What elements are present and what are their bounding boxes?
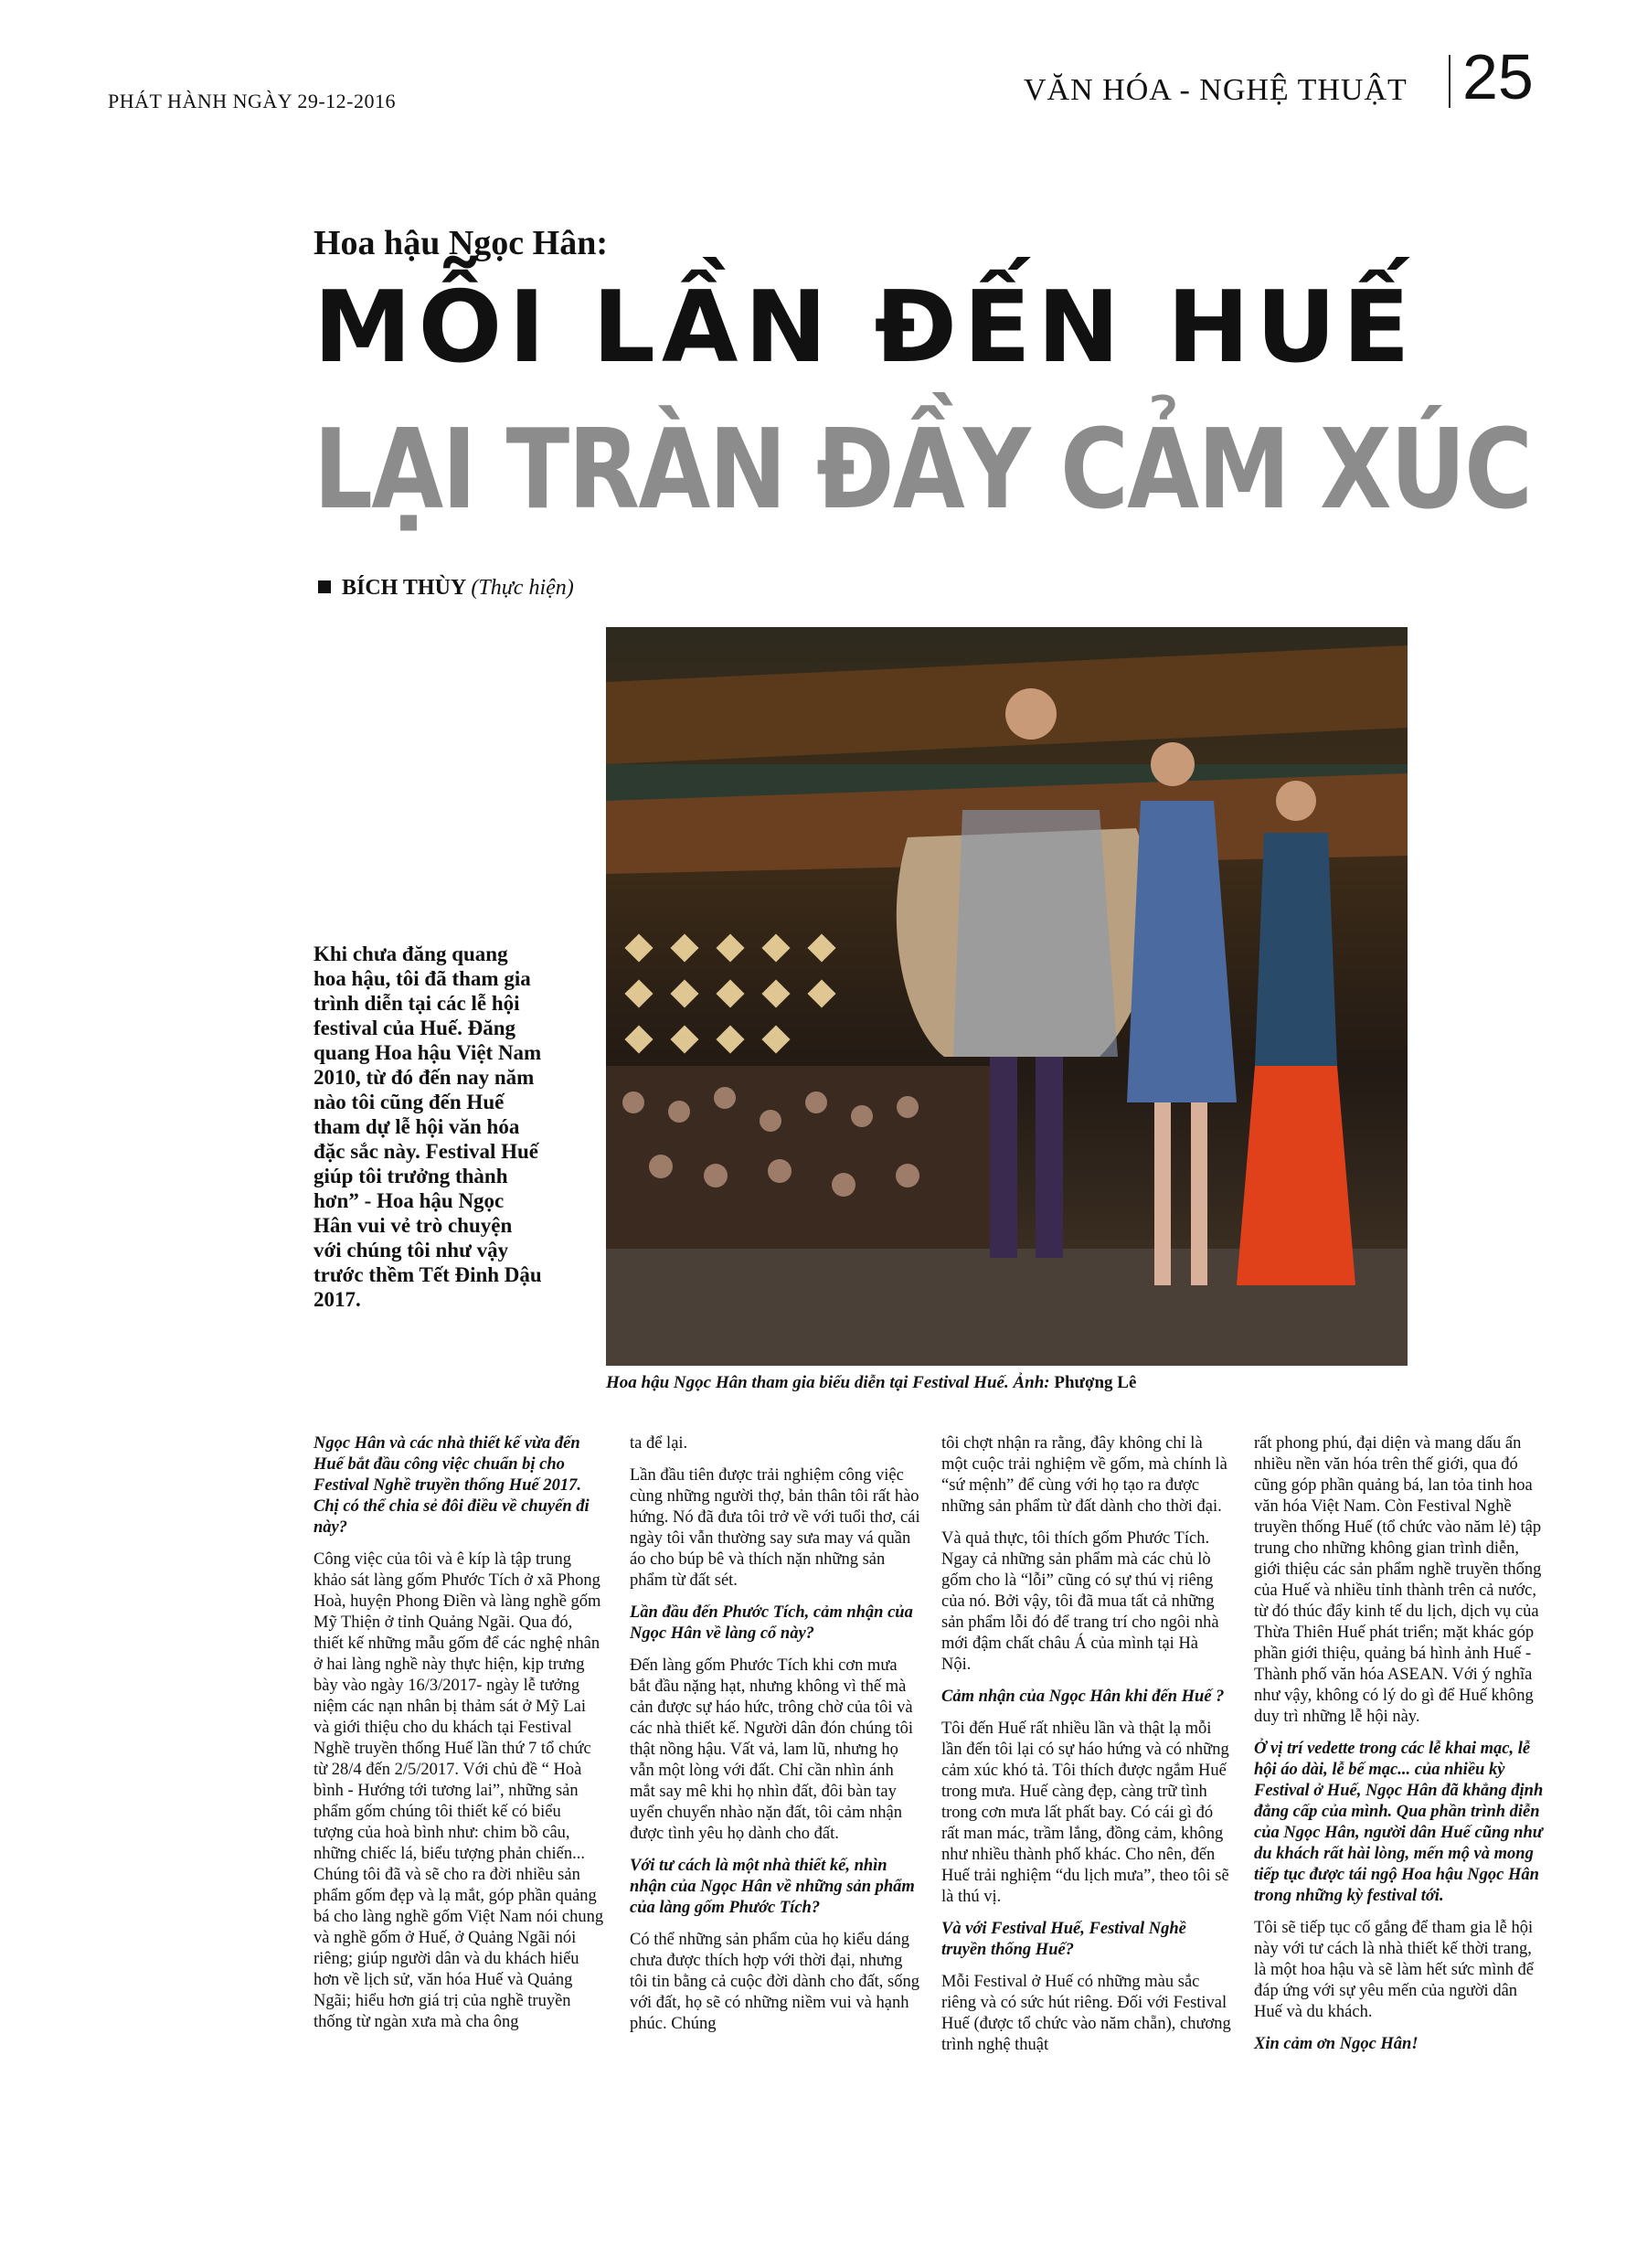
question: Với tư cách là một nhà thiết kế, nhìn nhận của Ngọc Hân về những sản phẩm của làng gốm Phước Tích? (630, 1857, 915, 1917)
answer: Tôi đến Huế rất nhiều lần và thật lạ mỗi lần đến tôi lại có sự háo hứng và có những cảm xúc khó tả. Tôi thích được ngắm Huế trong mưa. Huế càng đẹp, càng trữ tình trong cơn mưa lất phất bay. Có cái gì đó rất man mác, trầm lắng, đồng cảm, không như nhiều thành phố khác. Cho nên, đến Huế trải nghiệm “du lịch mưa”, theo tôi sẽ là thú vị. (941, 1720, 1229, 1906)
header-divider (1449, 55, 1450, 108)
byline (318, 576, 574, 601)
closing-thanks: Xin cảm ơn Ngọc Hân! (1254, 2035, 1419, 2053)
answer: Lần đầu tiên được trải nghiệm công việc cùng những người thợ, bản thân tôi rất hào hứng. Nó đã đưa tôi trở về với tuổi thơ, cái ngày tôi vẫn thường say sưa may vá quần áo cho búp bê và thích nặn những sản phẩm từ đất sét. (630, 1466, 920, 1590)
question: Và với Festival Huế, Festival Nghề truyền thống Huế? (941, 1920, 1186, 1959)
photo-credit: Phượng Lê (1054, 1373, 1137, 1392)
answer: Tôi sẽ tiếp tục cố gắng để tham gia lễ hội này với tư cách là nhà thiết kế thời trang, là một hoa hậu và sẽ làm hết sức mình để đáp ứng với sự yêu mến của người dân Huế và du khách. (1254, 1919, 1534, 2021)
answer: ta để lại. (630, 1434, 688, 1453)
page-number: 25 (1462, 41, 1534, 112)
caption-text: Hoa hậu Ngọc Hân tham gia biểu diễn tại Festival Huế. Ảnh: (606, 1373, 1055, 1392)
question: Ngọc Hân và các nhà thiết kế vừa đến Huế bắt đầu công việc chuẩn bị cho Festival Nghề truyền thống Huế 2017. Chị có thể chia sẻ đôi điều về chuyến đi này? (313, 1434, 590, 1537)
answer: Mỗi Festival ở Huế có những màu sắc riêng và có sức hút riêng. Đối với Festival Huế (được tổ chức vào năm chẵn), chương trình nghệ thuật (941, 1973, 1231, 2054)
photo-caption (606, 1373, 1136, 1393)
issue-date: PHÁT HÀNH NGÀY 29-12-2016 (108, 90, 396, 112)
byline-role: (Thực hiện) (471, 576, 574, 600)
headline-line-2: LẠI TRÀN ĐẦY CẢM XÚC (313, 407, 1532, 534)
headline-line-1: MỖI LẦN ĐẾN HUẾ (313, 271, 1417, 385)
byline-name: BÍCH THÙY (342, 576, 466, 600)
fashion-show-illustration (606, 627, 1408, 1366)
answer: rất phong phú, đại diện và mang dấu ấn nhiều nền văn hóa trên thế giới, qua đó cũng góp phần quảng bá, lan tỏa tinh hoa văn hóa Việt Nam. Còn Festival Nghề truyền thống Huế (tổ chức vào năm lẻ) tập trung cho những không gian trình diễn, giới thiệu các sản phẩm nghề truyền thống của Huế và nhiều tỉnh thành trên cả nước, từ đó thúc đẩy kinh tế du lịch, dịch vụ của Thừa Thiên Huế phát triển; mặt khác góp phần giới thiệu, quảng bá hình ảnh Huế - Thành phố văn hóa ASEAN. Với ý nghĩa như vậy, không có lý do gì để Huế không duy trì những lễ hội này. (1254, 1434, 1542, 1726)
text-column-3 (941, 1433, 1232, 2067)
answer: Và quả thực, tôi thích gốm Phước Tích. Ngay cả những sản phẩm mà các chủ lò gốm cho là “lỗi” cũng có sự thú vị riêng của nó. Bởi vậy, tôi đã mua tất cả những sản phẩm lỗi đó để trang trí cho ngôi nhà mới đậm chất châu Á của mình tại Hà Nội. (941, 1529, 1219, 1674)
answer: tôi chợt nhận ra rằng, đây không chỉ là một cuộc trải nghiệm về gốm, mà chính là “sứ mệnh” để cùng với họ tạo ra được những sản phẩm từ đất dành cho thời đại. (941, 1434, 1227, 1516)
byline-square-icon (318, 580, 331, 593)
article-lede: Khi chưa đăng quang hoa hậu, tôi đã tham gia trình diễn tại các lễ hội festival của Huế. Đăng quang Hoa hậu Việt Nam 2010, từ đó đến nay năm nào tôi cũng đến Huế tham dự lễ hội văn hóa đặc sắc này. Festival Huế giúp tôi trưởng thành hơn” - Hoa hậu Ngọc Hân vui vẻ trò chuyện với chúng tôi như vậy trước thềm Tết Đinh Dậu 2017. (313, 942, 542, 1311)
answer: Công việc của tôi và ê kíp là tập trung khảo sát làng gốm Phước Tích ở xã Phong Hoà, huyện Phong Điền và làng nghề gốm Mỹ Thiện ở tỉnh Quảng Ngãi. Qua đó, thiết kế những mẫu gốm để các nghệ nhân ở hai làng nghề này thực hiện, kịp trưng bày vào ngày 16/3/2017- ngày lễ tưởng niệm các nạn nhân bị thảm sát ở Mỹ Lai và giới thiệu cho du khách tại Festival Nghề truyền thống Huế lần thứ 7 tổ chức từ 28/4 đến 2/5/2017. Với chủ đề “ Hoà bình - Hướng tới tương lai”, những sản phẩm gốm chúng tôi thiết kế có biểu tượng của hoà bình như: chim bồ câu, những chiếc lá, biểu tượng phản chiến... Chúng tôi đã và sẽ cho ra đời nhiều sản phẩm gốm đẹp và lạ mắt, góp phần quảng bá cho làng nghề gốm Việt Nam nói chung và nghề gốm ở Huế, ở Quảng Ngãi nói riêng; giúp người dân và du khách hiểu hơn về lịch sử, văn hóa Huế và Quảng Ngãi; hiểu hơn giá trị của nghề truyền thống từ ngàn xưa mà cha ông (313, 1550, 604, 2031)
question: Cảm nhận của Ngọc Hân khi đến Huế ? (941, 1688, 1225, 1706)
text-column-2 (630, 1433, 920, 2046)
question: Lần đầu đến Phước Tích, cảm nhận của Ngọc Hân về làng cổ này? (630, 1603, 913, 1643)
article-kicker: Hoa hậu Ngọc Hân: (313, 224, 608, 262)
section-title: VĂN HÓA - NGHỆ THUẬT (1024, 73, 1408, 107)
answer: Có thể những sản phẩm của họ kiểu dáng chưa được thích hợp với thời đại, nhưng tôi tin bằng cả cuộc đời dành cho đất, sống với đất, họ sẽ có những niềm vui và hạnh phúc. Chúng (630, 1931, 920, 2033)
answer: Đến làng gốm Phước Tích khi cơn mưa bắt đầu nặng hạt, nhưng không vì thế mà cản được sự háo hức, trông chờ của tôi và các nhà thiết kế. Người dân đón chúng tôi thật nồng hậu. Vất vả, lam lũ, nhưng họ vẫn một lòng với đất. Chỉ cần nhìn ánh mắt say mê khi họ nhìn đất, đôi bàn tay uyển chuyển nhào nặn đất, tôi cảm nhận được tình yêu họ dành cho đất. (630, 1656, 914, 1843)
article-photo (606, 627, 1408, 1366)
text-column-1 (313, 1433, 604, 2044)
text-column-4 (1254, 1433, 1545, 2066)
question: Ở vị trí vedette trong các lễ khai mạc, lễ hội áo dài, lễ bế mạc... của nhiều kỳ Festival ở Huế, Ngọc Hân đã khẳng định đẳng cấp của mình. Qua phần trình diễn của Ngọc Hân, người dân Huế cũng như du khách rất hài lòng, mến mộ và mong tiếp tục được tái ngộ Hoa hậu Ngọc Hân trong những kỳ festival tới. (1254, 1740, 1544, 1905)
